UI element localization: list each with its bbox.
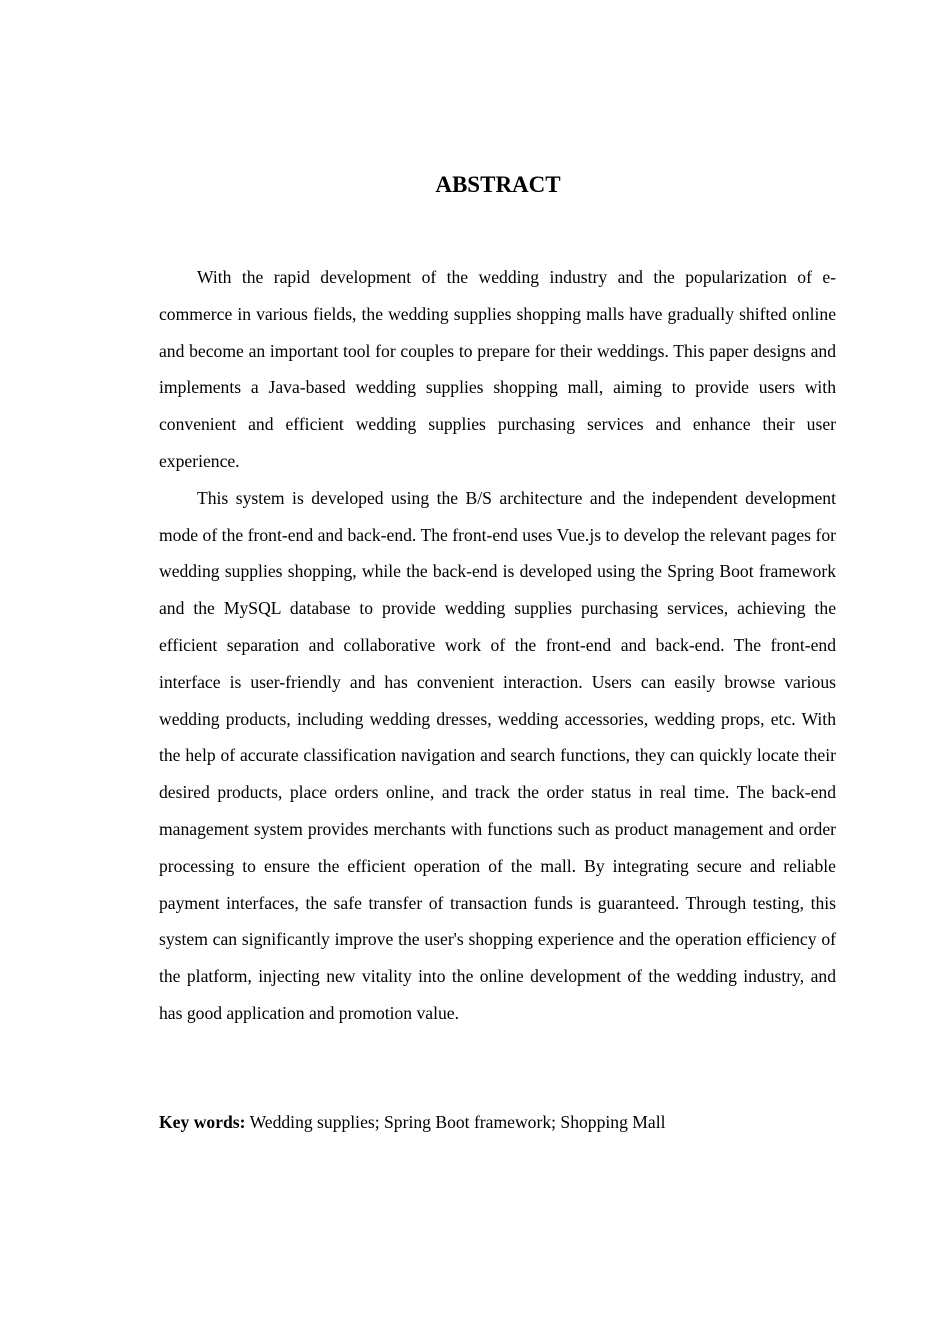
keywords-line	[159, 1104, 836, 1141]
abstract-body	[159, 259, 836, 1032]
keywords-text: Wedding supplies; Spring Boot framework; Shopping Mall	[245, 1112, 666, 1132]
abstract-paragraph-2: This system is developed using the B/S architecture and the independent development mode of the front-end and back-end. The front-end uses Vue.js to develop the relevant pages for wedding supplies shopping, while the back-end is developed using the Spring Boot framework and the MySQL database to provide wedding supplies purchasing services, achieving the efficient separation and collaborative work of the front-end and back-end. The front-end interface is user-friendly and has convenient interaction. Users can easily browse various wedding products, including wedding dresses, wedding accessories, wedding props, etc. With the help of accurate classification navigation and search functions, they can quickly locate their desired products, place orders online, and track the order status in real time. The back-end management system provides merchants with functions such as product management and order processing to ensure the efficient operation of the mall. By integrating secure and reliable payment interfaces, the safe transfer of transaction funds is guaranteed. Through testing, this system can significantly improve the user's shopping experience and the operation efficiency of the platform, injecting new vitality into the online development of the wedding industry, and has good application and promotion value.	[159, 487, 836, 1023]
page-title: ABSTRACT	[435, 172, 561, 197]
abstract-paragraph-1: With the rapid development of the wedding industry and the popularization of e-commerce in various fields, the wedding supplies shopping malls have gradually shifted online and become an important tool for couples to prepare for their weddings. This paper designs and implements a Java-based wedding supplies shopping mall, aiming to provide users with convenient and efficient wedding supplies purchasing services and enhance their user experience.	[159, 267, 836, 471]
keywords-label: Key words:	[159, 1112, 246, 1132]
